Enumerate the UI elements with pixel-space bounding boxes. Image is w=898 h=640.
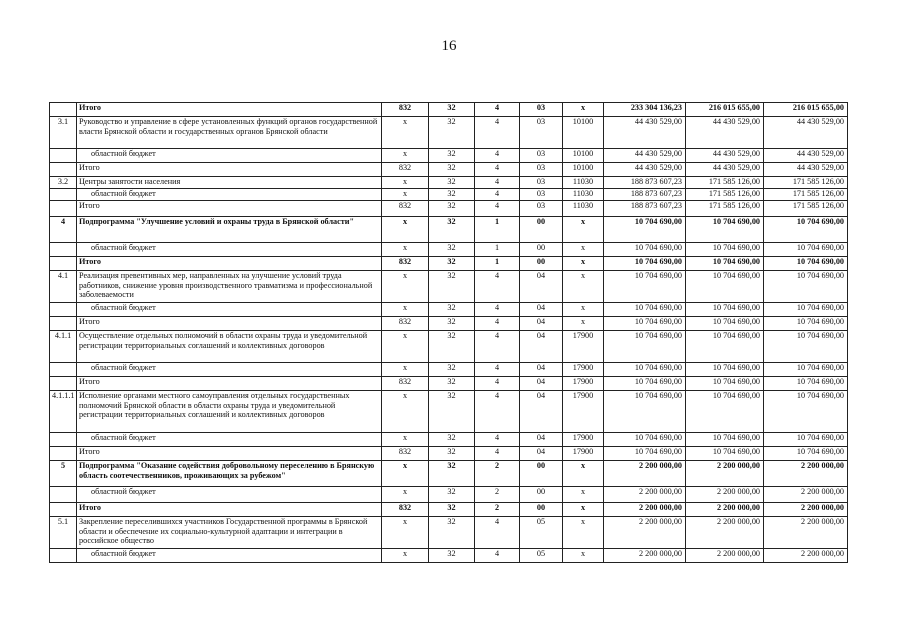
row-number	[50, 503, 77, 517]
row-name: Итого	[77, 377, 382, 391]
cell-amount-3: 10 704 690,00	[764, 243, 848, 257]
table-row	[50, 331, 848, 363]
row-number	[50, 243, 77, 257]
cell-code-2: 32	[429, 149, 475, 163]
cell-code-2: 32	[429, 177, 475, 189]
table-row	[50, 149, 848, 163]
cell-code-1: х	[382, 363, 429, 377]
cell-code-1: 832	[382, 447, 429, 461]
cell-code-5: 10100	[563, 163, 604, 177]
cell-amount-3: 2 200 000,00	[764, 461, 848, 487]
cell-code-2: 32	[429, 317, 475, 331]
row-number	[50, 163, 77, 177]
table-row	[50, 189, 848, 201]
cell-amount-3: 10 704 690,00	[764, 363, 848, 377]
row-number	[50, 487, 77, 503]
cell-amount-2: 10 704 690,00	[686, 391, 764, 433]
cell-code-4: 04	[520, 271, 563, 303]
cell-code-5: х	[563, 243, 604, 257]
cell-code-1: х	[382, 391, 429, 433]
cell-amount-3: 10 704 690,00	[764, 391, 848, 433]
cell-amount-1: 10 704 690,00	[604, 391, 686, 433]
cell-amount-2: 2 200 000,00	[686, 517, 764, 549]
cell-code-3: 4	[475, 189, 520, 201]
cell-code-1: х	[382, 149, 429, 163]
cell-code-3: 4	[475, 317, 520, 331]
row-name: областной бюджет	[77, 363, 382, 377]
table-row	[50, 433, 848, 447]
cell-amount-2: 2 200 000,00	[686, 503, 764, 517]
cell-amount-3: 10 704 690,00	[764, 257, 848, 271]
cell-code-4: 04	[520, 331, 563, 363]
cell-code-1: 832	[382, 201, 429, 217]
cell-amount-3: 10 704 690,00	[764, 217, 848, 243]
row-name: Итого	[77, 201, 382, 217]
cell-code-4: 03	[520, 189, 563, 201]
cell-code-4: 03	[520, 163, 563, 177]
cell-code-3: 2	[475, 487, 520, 503]
table-row	[50, 163, 848, 177]
cell-code-4: 03	[520, 201, 563, 217]
cell-amount-3: 171 585 126,00	[764, 201, 848, 217]
page-number: 16	[441, 38, 457, 54]
cell-amount-3: 10 704 690,00	[764, 331, 848, 363]
cell-amount-1: 10 704 690,00	[604, 271, 686, 303]
table-row	[50, 201, 848, 217]
row-name: областной бюджет	[77, 433, 382, 447]
cell-code-3: 4	[475, 331, 520, 363]
row-name: Подпрограмма "Улучшение условий и охраны труда в Брянской области"	[77, 217, 382, 243]
cell-code-5: 17900	[563, 391, 604, 433]
cell-amount-3: 44 430 529,00	[764, 117, 848, 149]
cell-amount-3: 2 200 000,00	[764, 517, 848, 549]
cell-code-4: 03	[520, 117, 563, 149]
cell-code-1: х	[382, 117, 429, 149]
cell-code-3: 4	[475, 201, 520, 217]
cell-amount-3: 10 704 690,00	[764, 271, 848, 303]
row-number: 5	[50, 461, 77, 487]
cell-code-3: 2	[475, 461, 520, 487]
cell-code-4: 04	[520, 317, 563, 331]
cell-amount-2: 44 430 529,00	[686, 149, 764, 163]
cell-code-3: 4	[475, 177, 520, 189]
cell-code-3: 4	[475, 549, 520, 563]
row-name: Итого	[77, 447, 382, 461]
cell-code-2: 32	[429, 257, 475, 271]
cell-code-2: 32	[429, 377, 475, 391]
cell-amount-2: 216 015 655,00	[686, 103, 764, 117]
cell-code-1: х	[382, 517, 429, 549]
row-number	[50, 189, 77, 201]
cell-amount-2: 10 704 690,00	[686, 317, 764, 331]
table-row	[50, 257, 848, 271]
row-number	[50, 149, 77, 163]
cell-amount-2: 10 704 690,00	[686, 447, 764, 461]
table-row	[50, 549, 848, 563]
cell-code-2: 32	[429, 447, 475, 461]
cell-amount-1: 188 873 607,23	[604, 201, 686, 217]
cell-code-4: 04	[520, 391, 563, 433]
cell-code-5: х	[563, 303, 604, 317]
cell-amount-2: 10 704 690,00	[686, 363, 764, 377]
table-body	[50, 103, 848, 563]
cell-code-4: 05	[520, 517, 563, 549]
cell-code-2: 32	[429, 303, 475, 317]
cell-code-1: х	[382, 549, 429, 563]
cell-code-1: х	[382, 177, 429, 189]
cell-amount-3: 2 200 000,00	[764, 549, 848, 563]
cell-amount-2: 171 585 126,00	[686, 201, 764, 217]
row-number	[50, 201, 77, 217]
cell-code-2: 32	[429, 391, 475, 433]
row-number	[50, 103, 77, 117]
table-row	[50, 303, 848, 317]
cell-amount-1: 10 704 690,00	[604, 331, 686, 363]
cell-code-3: 1	[475, 257, 520, 271]
cell-amount-1: 10 704 690,00	[604, 363, 686, 377]
cell-amount-1: 2 200 000,00	[604, 503, 686, 517]
cell-amount-2: 171 585 126,00	[686, 189, 764, 201]
cell-code-3: 4	[475, 303, 520, 317]
cell-code-2: 32	[429, 189, 475, 201]
cell-code-3: 4	[475, 363, 520, 377]
cell-code-5: 17900	[563, 331, 604, 363]
row-name: Итого	[77, 163, 382, 177]
cell-code-3: 2	[475, 503, 520, 517]
cell-amount-3: 10 704 690,00	[764, 303, 848, 317]
cell-code-2: 32	[429, 517, 475, 549]
cell-code-1: 832	[382, 257, 429, 271]
row-name: Реализация превентивных мер, направленных на улучшение условий труда работников, снижение уровня производственного травматизма и профессиональной заболеваемости	[77, 271, 382, 303]
row-number	[50, 303, 77, 317]
cell-code-4: 00	[520, 503, 563, 517]
cell-amount-1: 2 200 000,00	[604, 517, 686, 549]
cell-code-1: х	[382, 271, 429, 303]
row-name: Итого	[77, 257, 382, 271]
row-name: Итого	[77, 503, 382, 517]
cell-code-5: х	[563, 271, 604, 303]
cell-code-2: 32	[429, 201, 475, 217]
table-row	[50, 503, 848, 517]
table-row	[50, 363, 848, 377]
cell-code-4: 04	[520, 363, 563, 377]
cell-code-5: х	[563, 487, 604, 503]
row-number: 3.2	[50, 177, 77, 189]
cell-amount-3: 2 200 000,00	[764, 487, 848, 503]
cell-amount-1: 10 704 690,00	[604, 303, 686, 317]
cell-code-2: 32	[429, 503, 475, 517]
row-number	[50, 363, 77, 377]
cell-code-5: 10100	[563, 149, 604, 163]
cell-amount-1: 10 704 690,00	[604, 447, 686, 461]
cell-code-2: 32	[429, 363, 475, 377]
budget-table	[49, 102, 848, 563]
cell-amount-3: 10 704 690,00	[764, 433, 848, 447]
cell-code-3: 4	[475, 103, 520, 117]
row-number: 4.1.1	[50, 331, 77, 363]
cell-code-3: 1	[475, 243, 520, 257]
cell-amount-2: 10 704 690,00	[686, 257, 764, 271]
row-name: областной бюджет	[77, 549, 382, 563]
cell-amount-3: 216 015 655,00	[764, 103, 848, 117]
cell-code-4: 00	[520, 487, 563, 503]
cell-amount-1: 10 704 690,00	[604, 217, 686, 243]
cell-code-5: х	[563, 257, 604, 271]
cell-amount-1: 2 200 000,00	[604, 549, 686, 563]
cell-amount-1: 10 704 690,00	[604, 243, 686, 257]
table-row	[50, 317, 848, 331]
cell-amount-2: 171 585 126,00	[686, 177, 764, 189]
cell-code-5: 17900	[563, 447, 604, 461]
cell-code-4: 00	[520, 257, 563, 271]
table-row	[50, 271, 848, 303]
cell-code-4: 03	[520, 149, 563, 163]
cell-code-2: 32	[429, 103, 475, 117]
cell-code-3: 1	[475, 217, 520, 243]
row-name: областной бюджет	[77, 189, 382, 201]
row-number: 4.1	[50, 271, 77, 303]
cell-code-5: 17900	[563, 433, 604, 447]
cell-code-4: 04	[520, 447, 563, 461]
cell-code-2: 32	[429, 163, 475, 177]
cell-amount-1: 2 200 000,00	[604, 487, 686, 503]
cell-code-5: 17900	[563, 377, 604, 391]
cell-code-3: 4	[475, 149, 520, 163]
table-row	[50, 117, 848, 149]
cell-amount-2: 44 430 529,00	[686, 163, 764, 177]
cell-code-1: х	[382, 217, 429, 243]
cell-code-4: 03	[520, 177, 563, 189]
cell-code-5: х	[563, 103, 604, 117]
cell-code-4: 04	[520, 433, 563, 447]
cell-code-4: 04	[520, 303, 563, 317]
cell-code-3: 4	[475, 163, 520, 177]
row-name: областной бюджет	[77, 243, 382, 257]
table-row	[50, 177, 848, 189]
row-name: Руководство и управление в сфере установленных функций органов государственной власти Брянской области и государственных органов Брянской области	[77, 117, 382, 149]
row-name: Осуществление отдельных полномочий в области охраны труда и уведомительной регистрации территориальных соглашений и коллективных договоров	[77, 331, 382, 363]
row-number	[50, 377, 77, 391]
cell-code-2: 32	[429, 271, 475, 303]
cell-code-5: х	[563, 517, 604, 549]
row-name: Итого	[77, 317, 382, 331]
cell-code-4: 04	[520, 377, 563, 391]
cell-code-5: 11030	[563, 201, 604, 217]
cell-code-4: 03	[520, 103, 563, 117]
table-row	[50, 487, 848, 503]
table-row	[50, 217, 848, 243]
cell-code-1: х	[382, 189, 429, 201]
cell-amount-1: 188 873 607,23	[604, 177, 686, 189]
cell-code-3: 4	[475, 391, 520, 433]
cell-code-2: 32	[429, 433, 475, 447]
cell-code-1: х	[382, 487, 429, 503]
table-row	[50, 517, 848, 549]
cell-amount-3: 10 704 690,00	[764, 447, 848, 461]
cell-code-2: 32	[429, 217, 475, 243]
cell-amount-3: 44 430 529,00	[764, 149, 848, 163]
row-number	[50, 447, 77, 461]
cell-code-3: 4	[475, 377, 520, 391]
cell-amount-2: 10 704 690,00	[686, 217, 764, 243]
row-number	[50, 433, 77, 447]
cell-code-5: х	[563, 503, 604, 517]
row-name: Подпрограмма "Оказание содействия добровольному переселению в Брянскую область соотечественников, проживающих за рубежом"	[77, 461, 382, 487]
cell-code-1: 832	[382, 317, 429, 331]
cell-code-3: 4	[475, 447, 520, 461]
cell-amount-1: 2 200 000,00	[604, 461, 686, 487]
cell-code-3: 4	[475, 433, 520, 447]
row-name: Итого	[77, 103, 382, 117]
cell-amount-1: 233 304 136,23	[604, 103, 686, 117]
row-number	[50, 257, 77, 271]
cell-code-5: х	[563, 549, 604, 563]
cell-code-5: 11030	[563, 189, 604, 201]
cell-code-5: х	[563, 317, 604, 331]
row-name: областной бюджет	[77, 487, 382, 503]
table-row	[50, 461, 848, 487]
cell-amount-1: 10 704 690,00	[604, 377, 686, 391]
cell-code-1: х	[382, 433, 429, 447]
table-row	[50, 243, 848, 257]
cell-code-1: 832	[382, 503, 429, 517]
row-name: Исполнение органами местного самоуправления отдельных государственных полномочий Брянской области в области охраны труда и уведомительной регистрации территориальных соглашений и коллективных договоров	[77, 391, 382, 433]
cell-code-5: 11030	[563, 177, 604, 189]
cell-amount-2: 10 704 690,00	[686, 331, 764, 363]
cell-code-1: 832	[382, 163, 429, 177]
cell-amount-2: 10 704 690,00	[686, 271, 764, 303]
row-number: 4	[50, 217, 77, 243]
cell-amount-1: 10 704 690,00	[604, 257, 686, 271]
cell-code-2: 32	[429, 549, 475, 563]
cell-amount-2: 44 430 529,00	[686, 117, 764, 149]
cell-amount-3: 10 704 690,00	[764, 317, 848, 331]
cell-code-1: х	[382, 461, 429, 487]
cell-code-1: х	[382, 331, 429, 363]
cell-amount-1: 10 704 690,00	[604, 433, 686, 447]
cell-code-4: 05	[520, 549, 563, 563]
row-number: 5.1	[50, 517, 77, 549]
cell-code-1: 832	[382, 377, 429, 391]
cell-amount-2: 10 704 690,00	[686, 243, 764, 257]
cell-code-5: 17900	[563, 363, 604, 377]
cell-amount-3: 44 430 529,00	[764, 163, 848, 177]
table-row	[50, 103, 848, 117]
cell-code-3: 4	[475, 271, 520, 303]
row-name: областной бюджет	[77, 303, 382, 317]
cell-amount-1: 44 430 529,00	[604, 149, 686, 163]
row-name: Центры занятости населения	[77, 177, 382, 189]
cell-amount-3: 171 585 126,00	[764, 189, 848, 201]
cell-code-3: 4	[475, 517, 520, 549]
cell-code-2: 32	[429, 331, 475, 363]
cell-code-1: 832	[382, 103, 429, 117]
cell-code-1: х	[382, 243, 429, 257]
row-name: Закрепление переселившихся участников Государственной программы в Брянской области и обеспечение их социально-культурной адаптации и интеграции в российское общество	[77, 517, 382, 549]
cell-code-2: 32	[429, 243, 475, 257]
cell-code-4: 00	[520, 217, 563, 243]
cell-amount-1: 44 430 529,00	[604, 117, 686, 149]
cell-amount-1: 188 873 607,23	[604, 189, 686, 201]
cell-amount-2: 2 200 000,00	[686, 461, 764, 487]
row-name: областной бюджет	[77, 149, 382, 163]
cell-amount-1: 10 704 690,00	[604, 317, 686, 331]
cell-amount-2: 10 704 690,00	[686, 433, 764, 447]
cell-code-5: 10100	[563, 117, 604, 149]
cell-amount-1: 44 430 529,00	[604, 163, 686, 177]
cell-amount-2: 10 704 690,00	[686, 377, 764, 391]
cell-code-4: 00	[520, 243, 563, 257]
row-number: 3.1	[50, 117, 77, 149]
cell-amount-2: 10 704 690,00	[686, 303, 764, 317]
cell-code-2: 32	[429, 487, 475, 503]
row-number	[50, 549, 77, 563]
cell-amount-3: 10 704 690,00	[764, 377, 848, 391]
cell-code-3: 4	[475, 117, 520, 149]
cell-code-2: 32	[429, 117, 475, 149]
cell-amount-3: 2 200 000,00	[764, 503, 848, 517]
row-number	[50, 317, 77, 331]
cell-amount-2: 2 200 000,00	[686, 549, 764, 563]
cell-code-2: 32	[429, 461, 475, 487]
table-row	[50, 447, 848, 461]
cell-code-1: х	[382, 303, 429, 317]
row-number: 4.1.1.1	[50, 391, 77, 433]
cell-amount-3: 171 585 126,00	[764, 177, 848, 189]
cell-code-5: х	[563, 217, 604, 243]
table-row	[50, 377, 848, 391]
cell-code-5: х	[563, 461, 604, 487]
table-row	[50, 391, 848, 433]
cell-code-4: 00	[520, 461, 563, 487]
cell-amount-2: 2 200 000,00	[686, 487, 764, 503]
